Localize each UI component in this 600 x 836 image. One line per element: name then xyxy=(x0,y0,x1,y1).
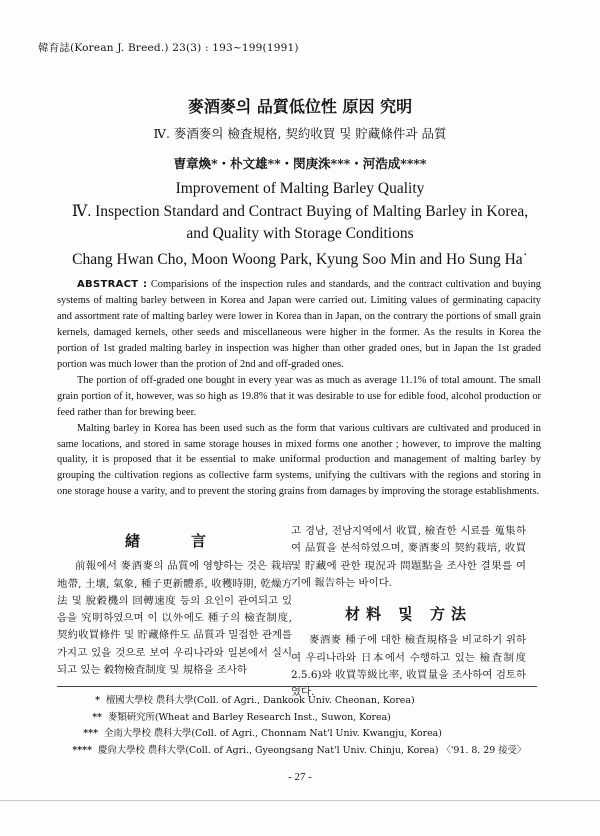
footnote-text: 檀國大學校 農科大學(Coll. of Agri., Dankook Univ. Cheonan, Korea) xyxy=(105,695,415,706)
footnote-divider xyxy=(57,686,537,687)
footnote-mark: *** xyxy=(83,728,98,740)
right-column xyxy=(291,523,526,702)
korean-title: 麥酒麥의 品質低位性 原因 究明 xyxy=(187,97,413,116)
english-title-line-2: Ⅳ. Inspection Standard and Contract Buying of Malting Barley in Korea, xyxy=(71,203,529,220)
methods-heading: 材料 및 方法 xyxy=(345,605,472,624)
english-title-line-1: Improvement of Malting Barley Quality xyxy=(175,180,425,197)
introduction-heading: 緖 言 xyxy=(124,532,224,550)
footnote-4 xyxy=(30,743,590,760)
english-authors: Chang Hwan Cho, Moon Woong Park, Kyung Soo Min and Ho Sung Ha˙ xyxy=(72,251,528,268)
abstract-paragraph-2: The portion of off-graded one bought in every year was as much as average 11.1% of total amount. The small grain portion of it, however, was so high as 19.8% that it was desirable to use for edible food, alcohol production or feed rather than for brewing beer. xyxy=(57,374,541,418)
introduction-continuation: 고 경남, 전남지역에서 收買, 檢査한 시료를 蒐集하여 品質을 분석하였으며, 麥酒麥의 契約栽培, 收買 및 貯藏에 관한 現況과 問題點을 조사한 결果를 여기에 報告하는 바이다. xyxy=(291,525,526,589)
footnote-1 xyxy=(30,693,590,710)
korean-subtitle: Ⅳ. 麥酒麥의 檢査規格, 契約收買 및 貯藏條件과 品質 xyxy=(153,126,447,141)
page-bottom-edge xyxy=(0,800,600,801)
footnote-mark: ** xyxy=(92,711,102,723)
footnotes xyxy=(30,693,590,759)
page-number: - 27 - xyxy=(288,771,312,783)
methods-text: 麥酒麥 種子에 대한 檢査規格을 비교하기 위하여 우리나라와 日本에서 수행하고 있는 檢査制度2.5.6)와 收買等級比率, 收買量을 조사하여 검토하였다. xyxy=(291,634,526,699)
english-title-line-3: and Quality with Storage Conditions xyxy=(186,225,414,242)
korean-authors: 曺章煥*・朴文雄**・閔庚洙***・河浩成**** xyxy=(173,156,427,171)
abstract-paragraph-3: Malting barley in Korea has been used such as the form that various cultivars are cultivated and produced in same locations, and stored in same storage houses in mixed forms one another ; however, to improve the malting quality, it is proposed that it be essential to make uniformal production and management of malting barley by grouping the cultivation regions as collective farm systems, unifying the cultivars with the regions and storing in one storage house a varity, and to prevent the storing grains from damages by improving the storage establishments. xyxy=(57,422,541,498)
footnote-mark: **** xyxy=(72,744,92,756)
footnote-3 xyxy=(30,726,590,743)
abstract-text-1: Comparisions of the inspection rules and standards, and the contract cultivation and buying systems of malting barley between in Korea and Japan were carried out. Limiting values of germinating capacity and assortment rate of malting barley were lower in Korea than in Japan, on the contrary the portions of small grain kernels, damaged kernels, other seeds and miscellaneous were higher in the former. As the results in Korea the portion of 1st graded malting barley in inspection was higher than other graded ones, but in Japan the 1st graded portion was much lower than the protion of 2nd and off-graded ones. xyxy=(57,279,541,370)
footnote-mark: * xyxy=(95,695,100,706)
introduction-text: 前報에서 麥酒麥의 品質에 영향하는 것은 栽培地帶, 土壤, 氣象, 種子更新體系, 收穫時期, 乾燥方法 및 脫穀機의 回轉速度 등의 요인이 관여되고 있음을 究明하였으며 이 以外에도 種子의 檢査制度, 契約收買條件 및 貯藏條件도 品質과 밀접한 관계를 가지고 있을 것으로 보여 우리나라와 일본에서 실시되고 있는 穀物檢査制度 및 規格을 조사하 xyxy=(57,560,292,677)
abstract-paragraph-1 xyxy=(57,277,541,373)
footnote-text: 慶尙大學校 農科大學(Coll. of Agri., Gyeongsang Nat'l Univ. Chinju, Korea) 〈'91. 8. 29 接受〉 xyxy=(97,744,527,756)
footnote-text: 全南大學校 農科大學(Coll. of Agri., Chonnam Nat'l Univ. Kwangju, Korea) xyxy=(103,728,442,740)
left-column xyxy=(57,533,292,679)
abstract-label: ABSTRACT : xyxy=(77,279,148,290)
footnote-text: 麥類硏究所(Wheat and Barley Research Inst., Suwon, Korea) xyxy=(107,711,391,723)
journal-reference: 韓育誌(Korean J. Breed.) 23(3) : 193~199(1991) xyxy=(38,42,299,54)
footnote-2 xyxy=(30,710,590,727)
abstract xyxy=(57,277,541,500)
